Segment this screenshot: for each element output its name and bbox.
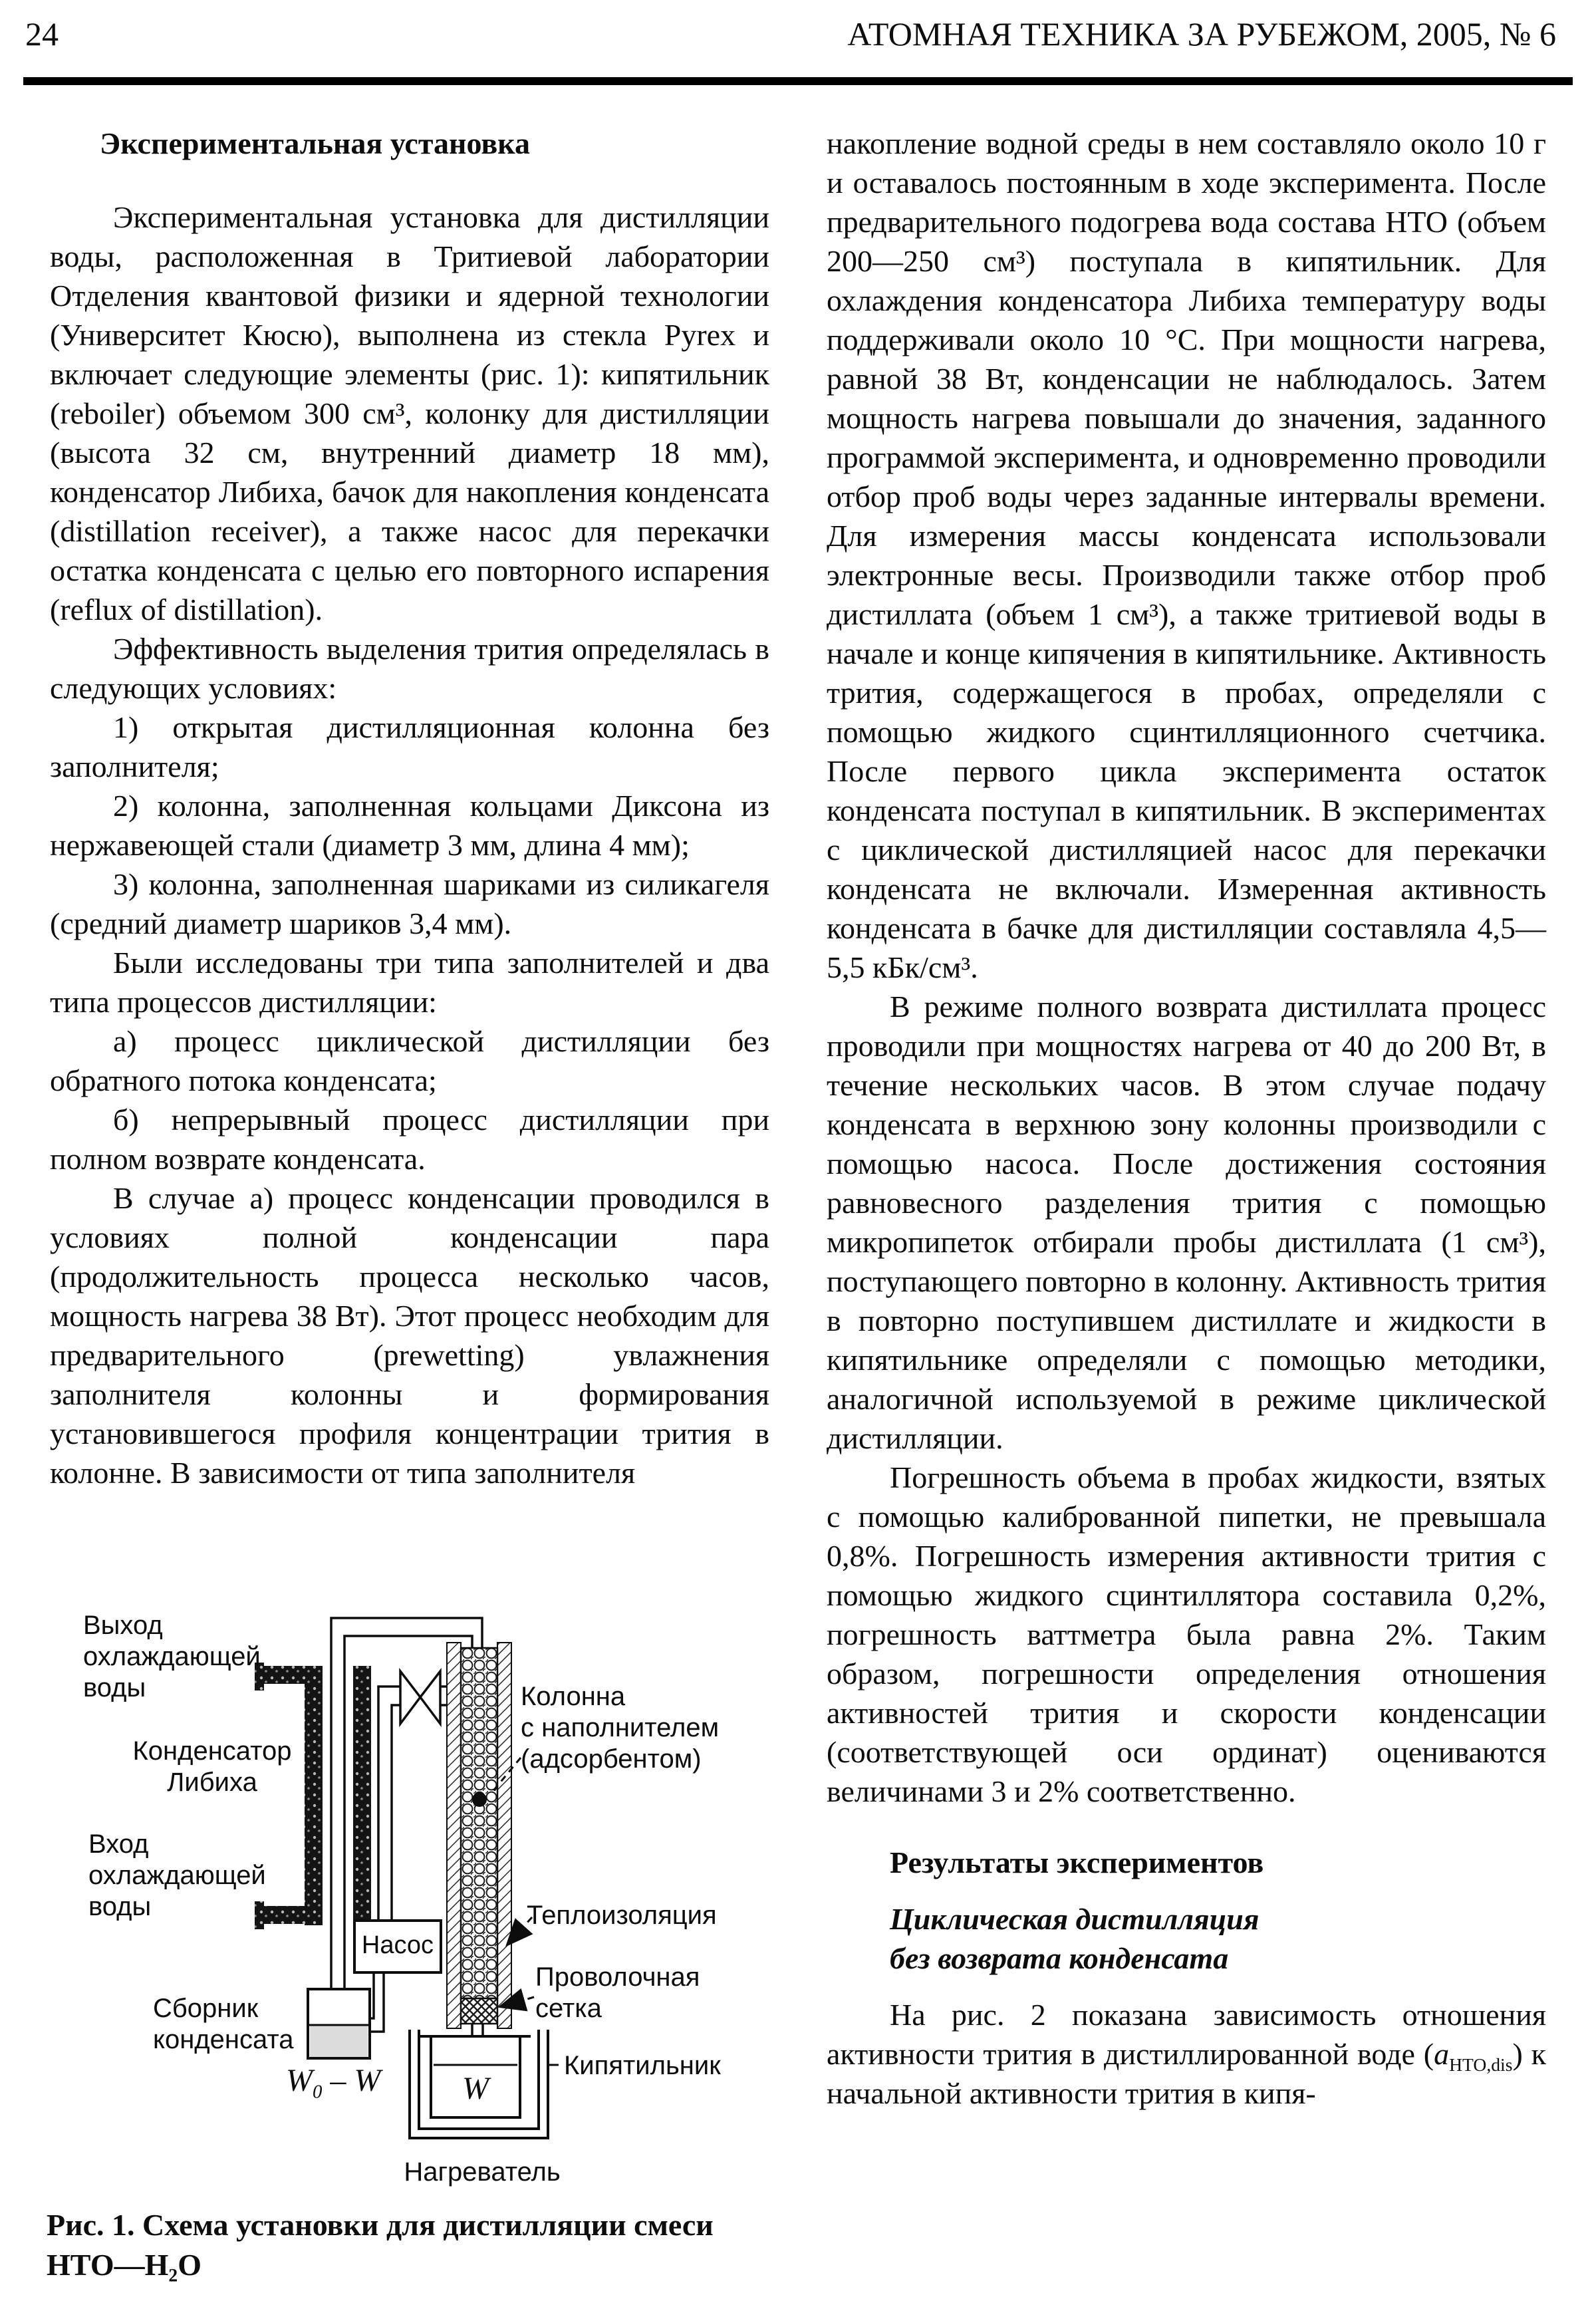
label-cooling-water-in: Вход охлаждающей воды: [88, 1829, 266, 1921]
label-pump: Насос: [361, 1931, 434, 1959]
list-item: 1) открытая дистилляционная колонна без заполнителя;: [50, 710, 769, 783]
valve-icon: [400, 1671, 440, 1724]
valve-piping: [378, 1687, 447, 1921]
label-column-line1: Колонна: [521, 1682, 626, 1711]
paragraph: [827, 1995, 1546, 2113]
list-item: б) непрерывный процесс дистилляции при полном возврате конденсата.: [50, 1103, 769, 1176]
column-pointer-dot: [472, 1792, 487, 1807]
label-wire-mesh: Проволочная сетка: [535, 1962, 700, 2023]
paragraph-text: ) к начальной активности трития в кипя-: [827, 2037, 1546, 2110]
label-column-line2: с наполнителем: [521, 1713, 720, 1742]
paragraph: Экспериментальная установка для дистилляции воды, расположенная в Тритиевой лаборатории Отделения квантовой физики и ядерной технологии (Университет Кюсю), выполнена из стекла Pyrex и включает следующие элементы (рис. 1): кипятильник (reboiler) объемом 300 см³, колонку для дистилляции (высота 32 см, внутренний диаметр 18 мм), конденсатор Либиха, бачок для накопления конденсата (distillation receiver), а также насос для перекачки остатка конденсата с целью его повторного испарения (reflux of distillation).: [50, 200, 769, 626]
results-heading: Результаты экспериментов: [890, 1845, 1264, 1879]
label-reboiler: Кипятильник: [564, 2051, 721, 2080]
page-number: 24: [25, 15, 59, 53]
label-w0-minus-w: [286, 2063, 406, 2103]
activity-variable: a: [1434, 2037, 1450, 2071]
pump-piping: [371, 1972, 384, 2032]
subsection-heading: [827, 1899, 1546, 1978]
column-packing: [461, 1648, 497, 1998]
paragraph: Погрешность объема в пробах жидкости, взятых с помощью калиброванной пипетки, не превышала 0,8%. Погрешность измерения активности трития с помощью жидкого сцинтиллятора составила 0,2%, погрешность ваттметра была равна 2%. Таким образом, погрешности определения отношения активностей трития и скорости конденсации (соответствующей оси ординат) оцениваются величинами 3 и 2% соответственно.: [827, 1460, 1546, 1808]
w0-subscript: 0: [312, 2081, 323, 2103]
w0-rest: – W: [322, 2063, 381, 2098]
label-column: [521, 1681, 787, 1775]
header-rule: [23, 77, 1573, 85]
figure-1: [66, 1599, 798, 2201]
right-column: [827, 124, 1546, 2113]
activity-variable-subscript: HTO,dis: [1449, 2054, 1513, 2076]
label-heater: Нагреватель: [404, 2157, 561, 2187]
label-condenser: Конденсатор Либиха: [132, 1736, 292, 1797]
list-item: 2) колонна, заполненная кольцами Диксона из нержавеющей стали (диаметр 3 мм, длина 4 мм);: [50, 789, 769, 862]
section-heading: Экспериментальная установка: [100, 126, 530, 160]
paragraph: накопление водной среды в нем составляло около 10 г и оставалось постоянным в ходе эксперимента. После предварительного подогрева вода состава НТО (объем 200—250 см³) поступала в кипятильник. Для охлаждения конденсатора Либиха температуру воды поддерживали около 10 °C. При мощности нагрева, равной 38 Вт, конденсации не наблюдалось. Затем мощность нагрева повышали до значения, заданного программой эксперимента, и одновременно проводили отбор проб воды через заданные интервалы времени. Для измерения массы конденсата использовали электронные весы. Производили также отбор проб дистиллата (объем 1 см³), а также тритиевой воды в начале и конце кипячения в кипятильнике. Активность трития, содержащегося в пробах, определяли с помощью жидкого сцинтилляционного счетчика. После первого цикла эксперимента остаток конденсата поступал в кипятильник. В экспериментах с циклической дистилляцией насос для перекачки конденсата не включали. Измеренная активность конденсата в бачке для дистилляции составляла 4,5—5,5 кБк/см³.: [827, 126, 1546, 984]
paragraph: Были исследованы три типа заполнителей и два типа процессов дистилляции:: [50, 946, 769, 1019]
subsection-heading-line2: без возврата конденсата: [890, 1941, 1229, 1975]
paragraph-text: На рис. 2 показана зависимость отношения активности трития в дистиллированной воде (: [827, 1998, 1546, 2071]
subsection-heading-line1: Циклическая дистилляция: [890, 1902, 1260, 1936]
left-column: [50, 124, 769, 1492]
journal-title: АТОМНАЯ ТЕХНИКА ЗА РУБЕЖОМ, 2005, № 6: [847, 15, 1556, 53]
figure-caption: Рис. 1. Схема установки для дистилляции смеси НТО—Н₂О: [47, 2208, 714, 2282]
collector-vessel: [308, 1989, 370, 2058]
label-collector: Сборник конденсата: [153, 1994, 294, 2054]
paragraph: В случае а) процесс конденсации проводился в условиях полной конденсации пара (продолжительность процесса несколько часов, мощность нагрева 38 Вт). Этот процесс необходим для предварительного (prewetting) увлажнения заполнителя колонны и формирования установившегося профиля концентрации трития в колонне. В зависимости от типа заполнителя: [50, 1181, 769, 1490]
list-item: 3) колонна, заполненная шариками из силикагеля (средний диаметр шариков 3,4 мм).: [50, 867, 769, 940]
list-item: а) процесс циклической дистилляции без обратного потока конденсата;: [50, 1024, 769, 1097]
label-cooling-water-out: Выход охлаждающей воды: [83, 1611, 261, 1702]
wire-mesh: [461, 1998, 497, 2024]
label-insulation: Теплоизоляция: [527, 1901, 717, 1930]
paragraph: Эффективность выделения трития определялась в следующих условиях:: [50, 632, 769, 705]
w0-symbol: W: [286, 2063, 313, 2098]
label-w-inner: W: [462, 2071, 489, 2106]
column-outlet-tube: [472, 2024, 483, 2036]
paragraph: В режиме полного возврата дистиллата процесс проводили при мощностях нагрева от 40 до 200 Вт, в течение нескольких часов. В этом случае подачу конденсата в верхнюю зону колонны производили с помощью насоса. После достижения состояния равновесного разделения трития с помощью микропипеток отбирали пробы дистиллата (1 см³), поступающего повторно в колонну. Активность трития в повторно поступившем дистиллате и жидкости в кипятильнике определяли с помощью методики, аналогичной используемой в режиме циклической дистилляции.: [827, 990, 1546, 1455]
label-column-line3: (адсорбентом): [521, 1744, 702, 1774]
